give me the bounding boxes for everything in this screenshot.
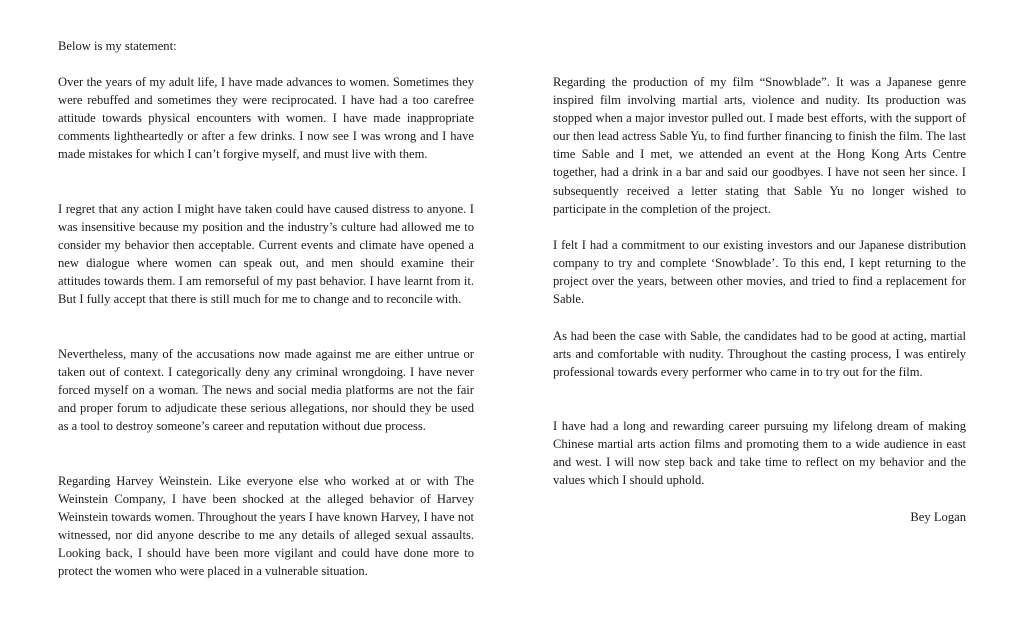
paragraph-casting: As had been the case with Sable, the candidates had to be good at acting, martial arts and comfortable with nudity. Throughout the casting process, I was entirely professional towards every performer who came in to try out for the film. xyxy=(553,329,966,380)
signature: Bey Logan xyxy=(910,510,966,524)
paragraph-career: I have had a long and rewarding career pursuing my lifelong dream of making Chinese martial arts action films and promoting them to a wide audience in east and west. I will now step back and take time to reflect on my behavior and the values which I should uphold. xyxy=(553,419,966,488)
statement-intro: Below is my statement: xyxy=(58,39,177,53)
paragraph-weinstein: Regarding Harvey Weinstein. Like everyone else who worked at or with The Weinstein Company, I have been shocked at the alleged behavior of Harvey Weinstein towards women. Throughout the years I have known Harvey, I have not witnessed, nor did anyone describe to me any details of alleged sexual assaults. Looking back, I should have been more vigilant and could have done more to protect the women who were placed in a vulnerable situation. xyxy=(58,474,474,579)
paragraph-accusations: Nevertheless, many of the accusations now made against me are either untrue or taken out of context. I categorically deny any criminal wrongdoing. I have never forced myself on a woman. The news and social media platforms are not the fair and proper forum to adjudicate these serious allegations, nor should they be used as a tool to destroy someone’s career and reputation without due process. xyxy=(58,347,474,434)
paragraph-snowblade: Regarding the production of my film “Snowblade”. It was a Japanese genre inspired film involving martial arts, violence and nudity. Its production was stopped when a major investor pulled out. I made best efforts, with the support of our then lead actress Sable Yu, to find further financing to finish the film. The last time Sable and I met, we attended an event at the Hong Kong Arts Centre together, had a drink in a bar and said our goodbyes. I have not seen her since. I subsequently received a letter stating that Sable Yu no longer wished to participate in the completion of the project. xyxy=(553,75,966,216)
paragraph-advances: Over the years of my adult life, I have made advances to women. Sometimes they were rebuffed and sometimes they were reciprocated. I have had a too carefree attitude towards physical encounters with women. I have made inappropriate comments lightheartedly or after a few drinks. I now see I was wrong and I have made mistakes for which I can’t forgive myself, and must live with them. xyxy=(58,75,474,162)
paragraph-commitment: I felt I had a commitment to our existing investors and our Japanese distribution company to try and complete ‘Snowblade’. To this end, I kept returning to the project over the years, between other movies, and tried to find a replacement for Sable. xyxy=(553,238,966,307)
paragraph-regret: I regret that any action I might have taken could have caused distress to anyone. I was insensitive because my position and the industry’s culture had allowed me to consider my behavior then acceptable. Current events and climate have opened a new dialogue where women can speak out, and men should examine their attitudes towards them. I am remorseful of my past behavior. I have learnt from it. But I fully accept that there is still much for me to change and to reconcile with. xyxy=(58,202,474,307)
